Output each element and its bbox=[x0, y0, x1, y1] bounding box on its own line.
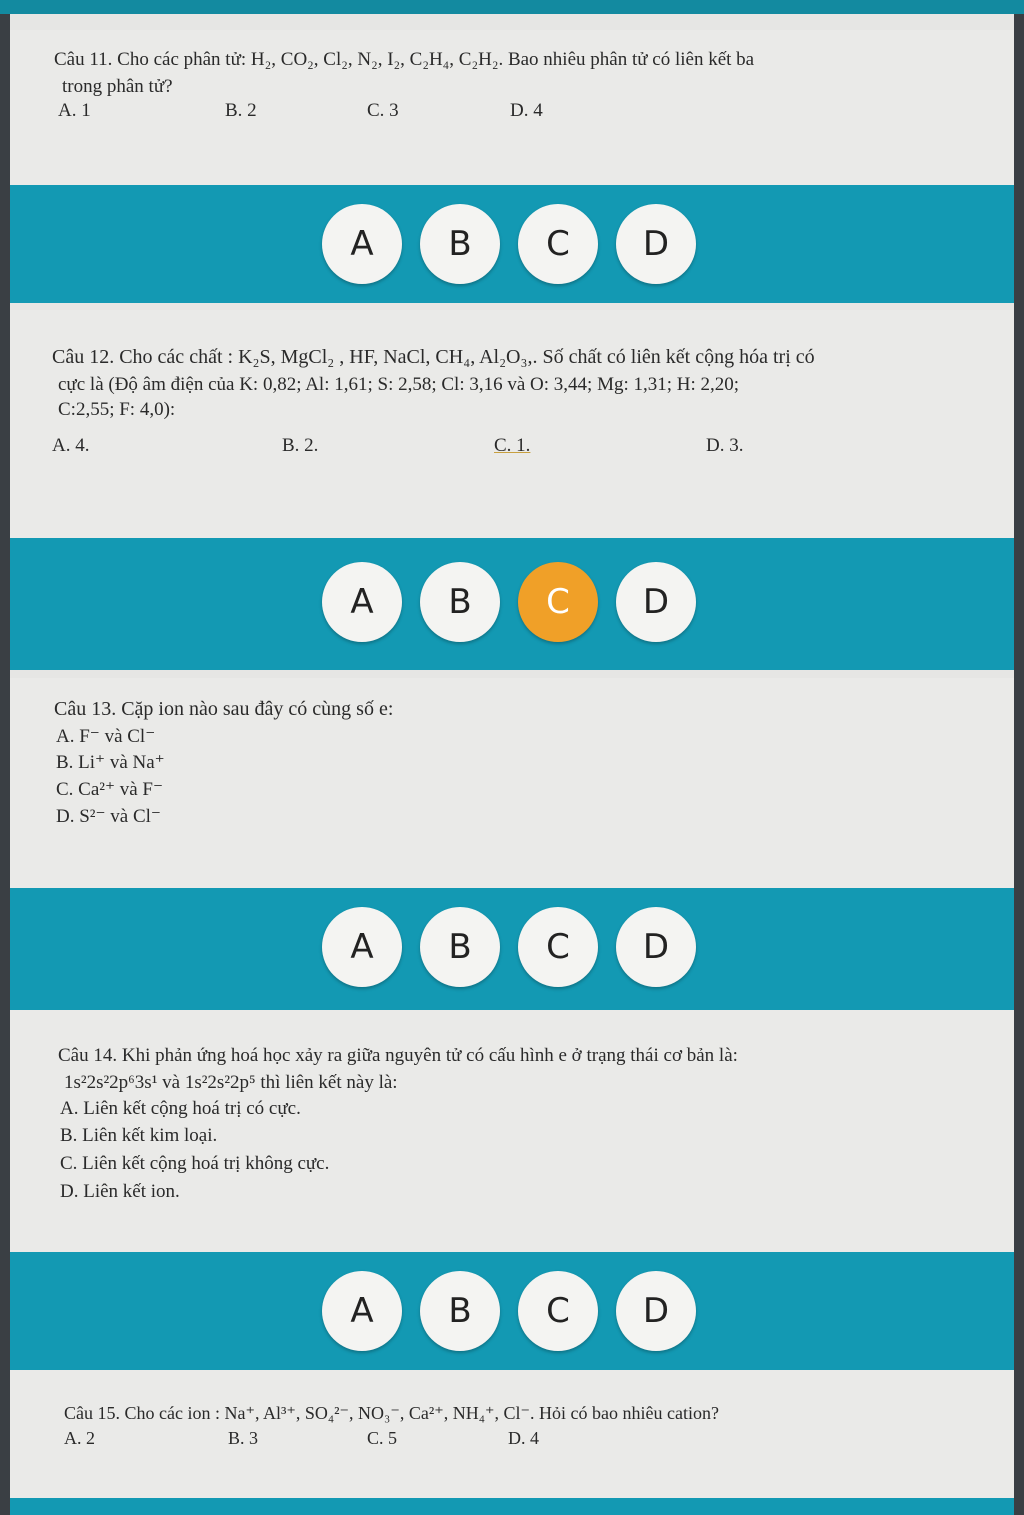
q14-stem-line2: 1s²2s²2p⁶3s¹ và 1s²2s²2p⁵ thì liên kết này là: bbox=[64, 1072, 398, 1093]
q12-option-c: C. 1. bbox=[494, 435, 531, 456]
answer-buttons-11 bbox=[322, 204, 696, 284]
answer-d-button[interactable]: D bbox=[616, 562, 696, 642]
q12-option-a: A. 4. bbox=[52, 435, 90, 456]
answer-a-button[interactable]: A bbox=[322, 204, 402, 284]
answer-band-15-partial bbox=[10, 1498, 1014, 1515]
q15-option-c: C. 5 bbox=[367, 1428, 398, 1448]
answer-c-button[interactable]: C bbox=[518, 1271, 598, 1351]
q14-stem: Câu 14. Khi phản ứng hoá học xảy ra giữa nguyên tử có cấu hình e ở trạng thái cơ bản là: bbox=[58, 1045, 738, 1066]
q15-option-d: D. 4 bbox=[508, 1428, 539, 1448]
answer-c-button-selected[interactable]: C bbox=[518, 562, 598, 642]
answer-a-button[interactable]: A bbox=[322, 1271, 402, 1351]
answer-b-button[interactable]: B bbox=[420, 204, 500, 284]
q11-option-a: A. 1 bbox=[58, 100, 91, 121]
q11-option-b: B. 2 bbox=[225, 100, 257, 121]
q12-stem-suffix: ,. Số chất có liên kết cộng hóa trị có bbox=[527, 346, 815, 368]
q13-option-b: B. Li⁺ và Na⁺ bbox=[56, 752, 165, 773]
q13-stem: Câu 13. Cặp ion nào sau đây có cùng số e: bbox=[54, 698, 394, 720]
answer-b-button[interactable]: B bbox=[420, 1271, 500, 1351]
answer-d-button[interactable]: D bbox=[616, 1271, 696, 1351]
answer-d-button[interactable]: D bbox=[616, 204, 696, 284]
answer-c-button[interactable]: C bbox=[518, 907, 598, 987]
answer-band-11 bbox=[10, 185, 1014, 303]
q11-molecules: H₂, CO₂, Cl₂, N₂, I₂, C₂H₄, C₂H₂ bbox=[250, 49, 499, 70]
question-11 bbox=[10, 30, 1014, 185]
answer-b-button[interactable]: B bbox=[420, 907, 500, 987]
q11-option-c: C. 3 bbox=[367, 100, 399, 121]
q15-stem: Câu 15. Cho các ion : Na⁺, Al³⁺, SO₄²⁻, NO₃⁻, Ca²⁺, NH₄⁺, Cl⁻. Hỏi có bao nhiêu cation? bbox=[64, 1403, 719, 1423]
answer-band-12 bbox=[10, 538, 1014, 670]
q14-option-d: D. Liên kết ion. bbox=[60, 1181, 180, 1202]
q15-option-b: B. 3 bbox=[228, 1428, 259, 1448]
q13-option-d: D. S²⁻ và Cl⁻ bbox=[56, 806, 161, 827]
q13-option-c: C. Ca²⁺ và F⁻ bbox=[56, 779, 164, 800]
question-14 bbox=[10, 1010, 1014, 1252]
q11-stem-line2: trong phân tử? bbox=[62, 76, 173, 97]
answer-buttons-12 bbox=[322, 562, 696, 642]
q15-option-a: A. 2 bbox=[64, 1428, 95, 1448]
answer-c-button[interactable]: C bbox=[518, 204, 598, 284]
q14-option-a: A. Liên kết cộng hoá trị có cực. bbox=[60, 1098, 301, 1119]
answer-band-14 bbox=[10, 1252, 1014, 1370]
answer-d-button[interactable]: D bbox=[616, 907, 696, 987]
q12-stem-line2: cực là (Độ âm điện của K: 0,82; Al: 1,61; S: 2,58; Cl: 3,16 và O: 3,44; Mg: 1,31; H: 2,20; bbox=[58, 374, 740, 395]
answer-buttons-13 bbox=[322, 907, 696, 987]
answer-a-button[interactable]: A bbox=[322, 562, 402, 642]
question-13 bbox=[10, 678, 1014, 888]
answer-buttons-14 bbox=[322, 1271, 696, 1351]
q12-option-b: B. 2. bbox=[282, 435, 319, 456]
q11-stem-suffix: . Bao nhiêu phân tử có liên kết ba bbox=[498, 49, 755, 70]
answer-band-13 bbox=[10, 888, 1014, 1010]
q13-option-a: A. F⁻ và Cl⁻ bbox=[56, 726, 156, 747]
question-15 bbox=[10, 1370, 1014, 1498]
q11-option-d: D. 4 bbox=[510, 100, 543, 121]
top-strip bbox=[0, 0, 1024, 14]
answer-a-button[interactable]: A bbox=[322, 907, 402, 987]
q12-molecules: K₂S, MgCl₂ , HF, NaCl, CH₄, Al₂O₃ bbox=[238, 346, 528, 368]
q12-option-d: D. 3. bbox=[706, 435, 744, 456]
q12-stem-prefix: Câu 12. Cho các chất : bbox=[52, 346, 239, 368]
answer-b-button[interactable]: B bbox=[420, 562, 500, 642]
q14-option-c: C. Liên kết cộng hoá trị không cực. bbox=[60, 1153, 330, 1174]
q12-stem-line3: C:2,55; F: 4,0): bbox=[58, 399, 176, 420]
question-12 bbox=[10, 310, 1014, 538]
q11-stem-prefix: Câu 11. Cho các phân tử: bbox=[54, 49, 247, 70]
q14-option-b: B. Liên kết kim loại. bbox=[60, 1125, 218, 1146]
